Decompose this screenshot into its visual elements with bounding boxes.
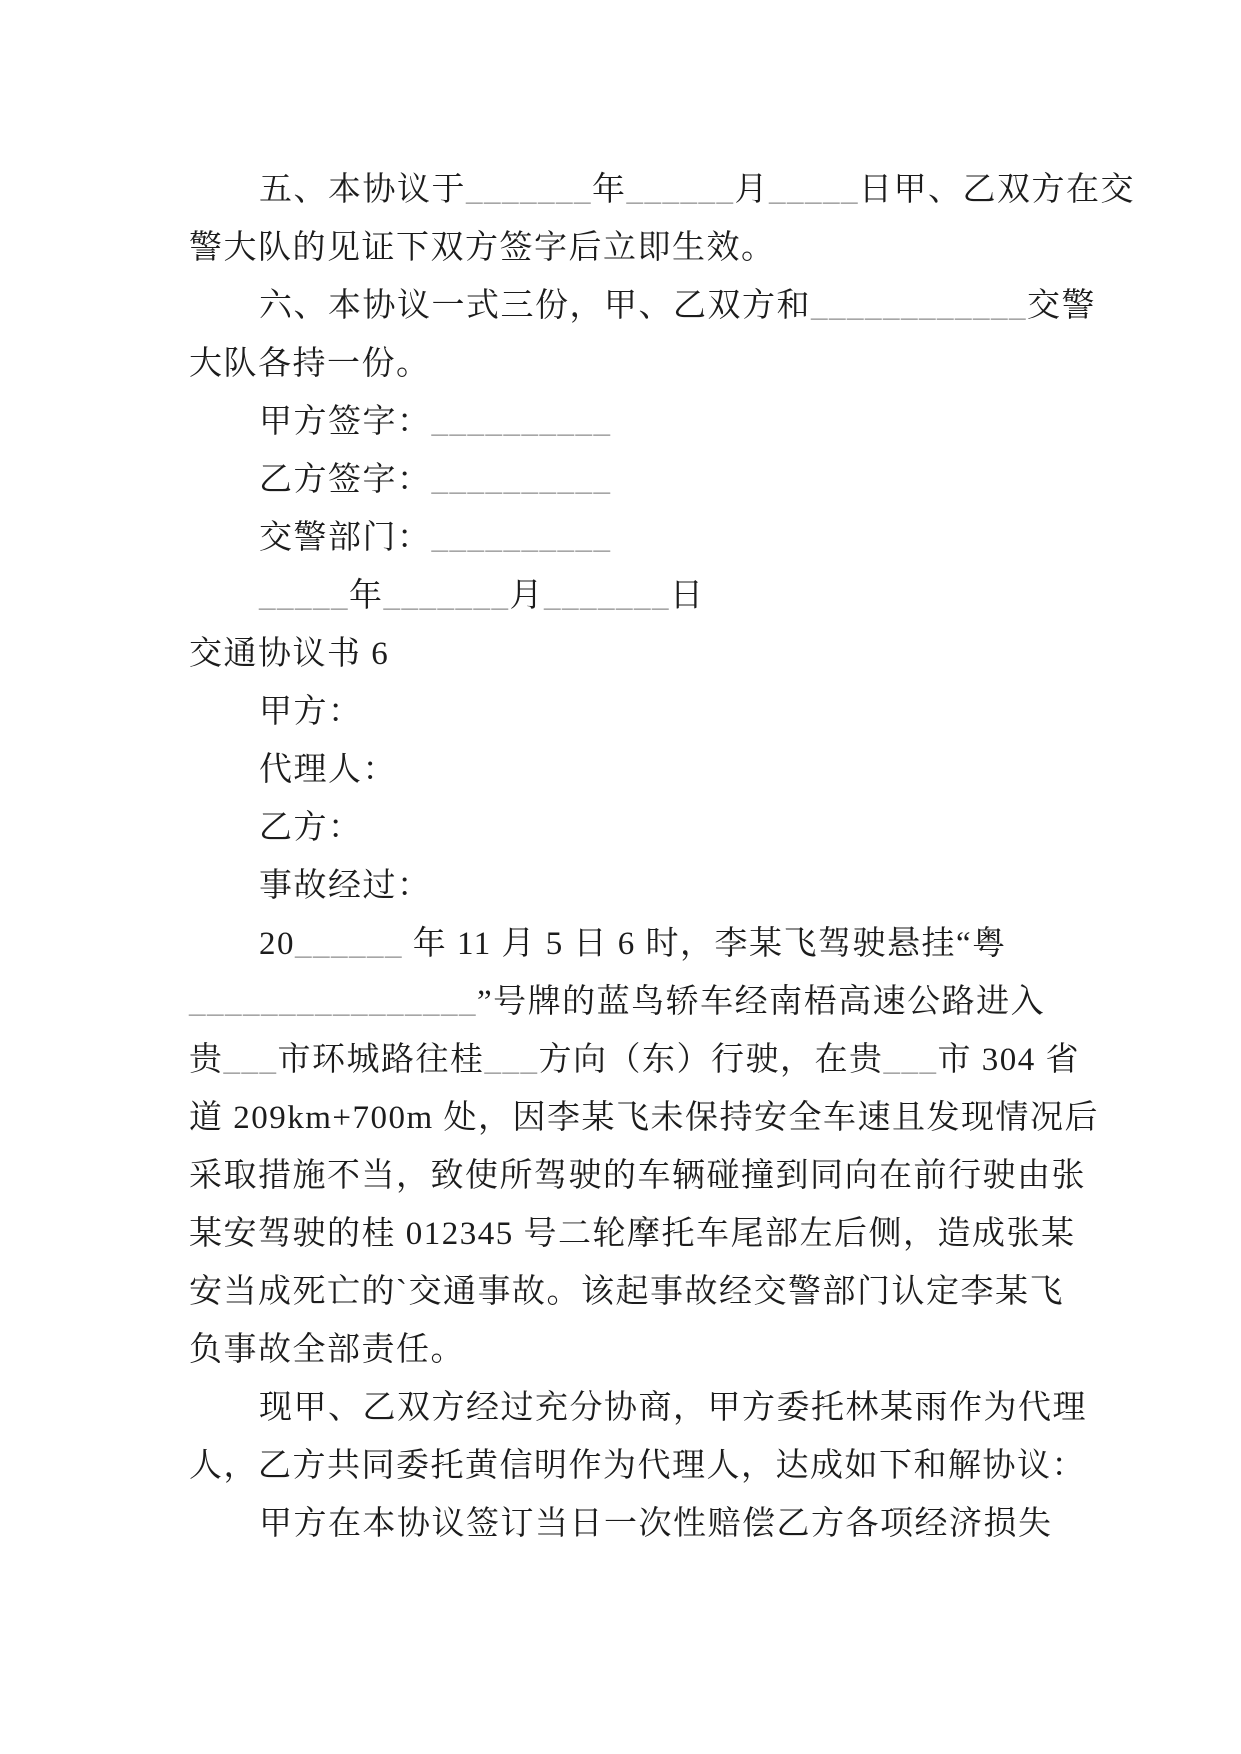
doc-line: 安当成死亡的`交通事故。该起事故经交警部门认定李某飞	[189, 1274, 1064, 1310]
doc-line: 现甲、乙双方经过充分协商，甲方委托林某雨作为代理	[259, 1390, 1087, 1426]
doc-line: 贵___市环城路往桂___方向（东）行驶，在贵___市 304 省	[189, 1042, 1080, 1078]
blank-underline: __________	[431, 404, 612, 440]
doc-line: 五、本协议于_______年______月_____日甲、乙双方在交	[259, 172, 1135, 208]
blank-underline: ____________	[811, 288, 1027, 324]
blank-underline: _____	[259, 578, 349, 614]
traffic-police-signature-line: 交警部门：__________	[259, 520, 612, 556]
blank-underline: ___	[484, 1042, 539, 1078]
doc-section-title: 交通协议书 6	[189, 636, 390, 672]
document-text-column	[189, 161, 1135, 1553]
blank-underline: ___	[223, 1042, 278, 1078]
date-line: _____年_______月_______日	[259, 578, 705, 614]
blank-underline: __________	[431, 520, 612, 556]
doc-line: ________________”号牌的蓝鸟轿车经南梧高速公路进入	[189, 984, 1046, 1020]
party-b-signature-line: 乙方签字：__________	[259, 462, 612, 498]
doc-line: 人，乙方共同委托黄信明作为代理人，达成如下和解协议：	[189, 1448, 1086, 1484]
doc-line: 警大队的见证下双方签字后立即生效。	[189, 230, 776, 266]
doc-line: 道 209km+700m 处，因李某飞未保持安全车速且发现情况后	[189, 1100, 1099, 1136]
blank-underline: ______	[295, 926, 403, 962]
blank-underline: ___	[883, 1042, 938, 1078]
blank-underline: _______	[383, 578, 510, 614]
party-a-label: 甲方：	[259, 694, 363, 730]
doc-line: 20______ 年 11 月 5 日 6 时，李某飞驾驶悬挂“粤	[259, 926, 1007, 962]
blank-underline: __________	[431, 462, 612, 498]
doc-line: 甲方在本协议签订当日一次性赔偿乙方各项经济损失	[259, 1506, 1053, 1542]
blank-underline: ______	[626, 172, 735, 208]
blank-underline: _____	[769, 172, 859, 208]
accident-account-label: 事故经过：	[259, 868, 432, 904]
doc-line: 采取措施不当，致使所驾驶的车辆碰撞到同向在前行驶由张	[189, 1158, 1086, 1194]
blank-underline: ________________	[189, 984, 477, 1020]
agent-label: 代理人：	[259, 752, 397, 788]
party-a-signature-line: 甲方签字：__________	[259, 404, 612, 440]
doc-line: 大队各持一份。	[189, 346, 431, 382]
doc-line: 某安驾驶的桂 012345 号二轮摩托车尾部左后侧，造成张某	[189, 1216, 1076, 1252]
party-b-label: 乙方：	[259, 810, 363, 846]
blank-underline: _______	[466, 172, 592, 208]
doc-line: 负事故全部责任。	[189, 1332, 465, 1368]
doc-line: 六、本协议一式三份，甲、乙双方和____________交警	[259, 288, 1096, 324]
blank-underline: _______	[544, 578, 670, 614]
